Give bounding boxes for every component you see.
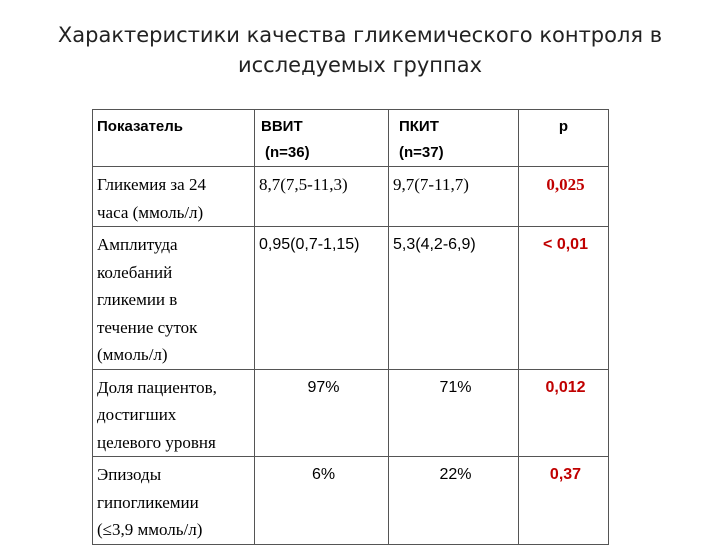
group2-value: 71% xyxy=(439,378,472,396)
results-table xyxy=(92,109,609,545)
group2-value: 22% xyxy=(439,466,472,483)
row-label-line: гликемии в xyxy=(97,290,178,309)
p-value: 0,025 xyxy=(546,175,585,194)
row-label-cell xyxy=(93,227,255,370)
header-p-cell xyxy=(519,110,609,167)
header-group2-name: ПКИТ xyxy=(399,118,439,135)
row-label-cell xyxy=(93,167,255,227)
row-label-cell xyxy=(93,369,255,457)
row-label-line: Доля пациентов, xyxy=(97,377,217,397)
row-label-line: достигших xyxy=(97,405,177,424)
table-row xyxy=(93,369,609,457)
group2-value-cell xyxy=(389,167,519,227)
group1-value-cell xyxy=(255,227,389,370)
group1-value-cell xyxy=(255,369,389,457)
table-header-row xyxy=(93,110,609,167)
group1-value: 97% xyxy=(307,378,340,396)
row-label-line: (≤3,9 ммоль/л) xyxy=(97,520,203,539)
table-row xyxy=(93,167,609,227)
p-value: 0,012 xyxy=(545,378,586,396)
group2-value: 5,3(4,2-6,9) xyxy=(393,236,476,253)
row-label-line: гипогликемии xyxy=(97,492,199,512)
group1-value: 8,7(7,5-11,3) xyxy=(259,175,348,194)
group2-value-cell xyxy=(389,457,519,545)
title-line-2: исследуемых группах xyxy=(237,53,483,77)
row-label-line: течение суток xyxy=(97,317,198,337)
p-value: < 0,01 xyxy=(543,236,588,253)
group1-value-cell xyxy=(255,457,389,545)
row-label-line: (ммоль/л) xyxy=(97,345,168,364)
row-label-line: Гликемия за 24 xyxy=(97,175,206,194)
group2-value-cell xyxy=(389,227,519,370)
title-line-1: Характеристики качества гликемического контроля в xyxy=(57,23,663,47)
p-value-cell xyxy=(519,457,609,545)
slide-title xyxy=(0,20,720,80)
row-label-line: Амплитуда xyxy=(97,235,178,254)
p-value-cell xyxy=(519,369,609,457)
group2-value-cell xyxy=(389,369,519,457)
header-group2-n: (n=37) xyxy=(399,144,444,161)
table-row xyxy=(93,457,609,545)
header-p: p xyxy=(558,118,569,135)
header-indicator-cell xyxy=(93,110,255,167)
p-value: 0,37 xyxy=(549,466,582,483)
row-label-line: часа (ммоль/л) xyxy=(97,202,204,222)
group2-value: 9,7(7-11,7) xyxy=(393,175,469,194)
row-label-line: целевого уровня xyxy=(97,432,216,452)
group1-value: 6% xyxy=(311,466,336,483)
p-value-cell xyxy=(519,167,609,227)
header-group2-cell xyxy=(389,110,519,167)
group1-value: 0,95(0,7-1,15) xyxy=(259,236,360,253)
header-indicator: Показатель xyxy=(97,118,184,135)
group1-value-cell xyxy=(255,167,389,227)
header-group1-name: ВВИТ xyxy=(261,118,303,135)
header-group1-n: (n=36) xyxy=(265,144,310,161)
row-label-cell xyxy=(93,457,255,545)
row-label-line: колебаний xyxy=(97,262,173,282)
table-row xyxy=(93,227,609,370)
header-group1-cell xyxy=(255,110,389,167)
row-label-line: Эпизоды xyxy=(97,465,162,484)
p-value-cell xyxy=(519,227,609,370)
